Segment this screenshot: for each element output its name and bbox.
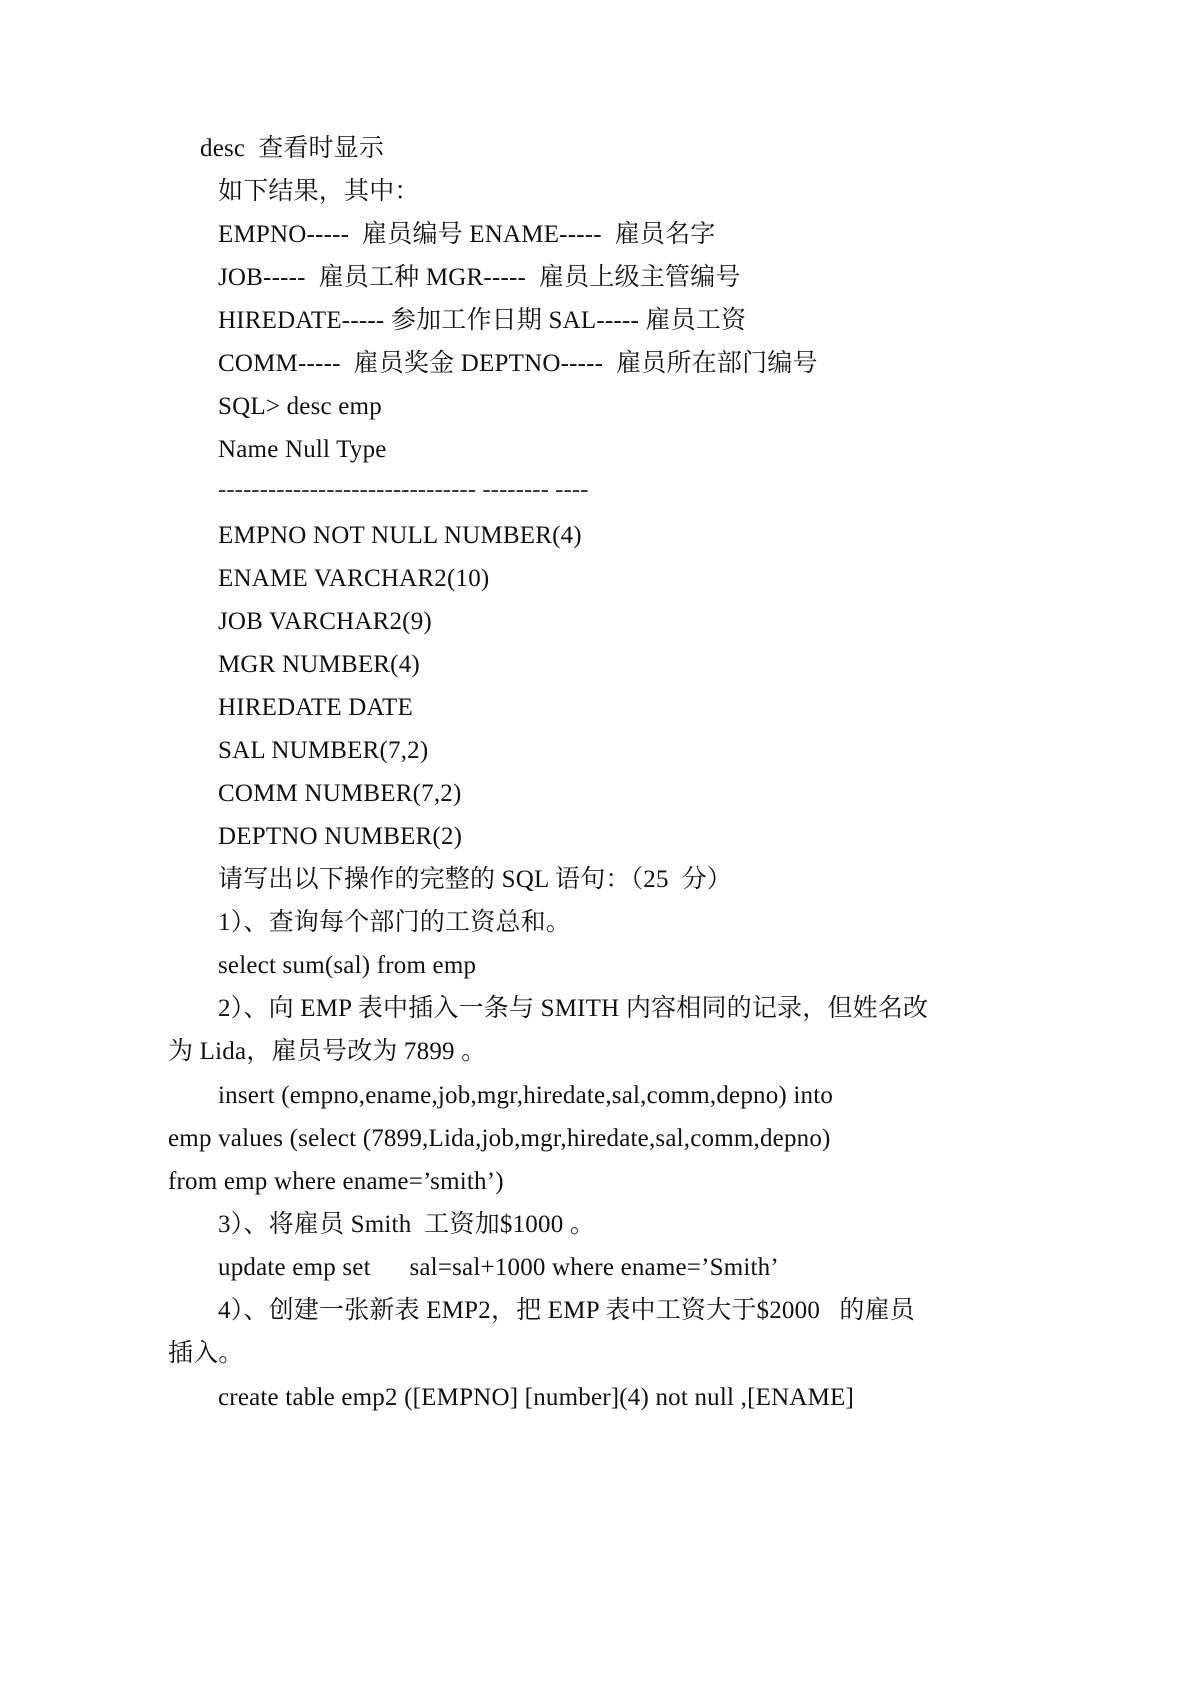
sql-answer: create table emp2 ([EMPNO] [number](4) not null ,[ENAME] xyxy=(218,1384,855,1411)
question-item-continued: 插入。 xyxy=(168,1340,244,1367)
text-line: COMM NUMBER(7,2) xyxy=(218,780,462,807)
sql-answer: insert (empno,ename,job,mgr,hiredate,sal,comm,depno) into xyxy=(218,1082,834,1109)
sql-answer-continued: emp values (select (7899,Lida,job,mgr,hiredate,sal,comm,depno) xyxy=(168,1125,831,1152)
question-item: 4）、创建一张新表 EMP2，把 EMP 表中工资大于$2000 的雇员 xyxy=(218,1297,915,1324)
text-line: MGR NUMBER(4) xyxy=(218,651,420,678)
text-line: EMPNO NOT NULL NUMBER(4) xyxy=(218,522,582,549)
question-heading: 请写出以下操作的完整的 SQL 语句：（25 分） xyxy=(218,866,733,893)
text-line: ENAME VARCHAR2(10) xyxy=(218,565,490,592)
text-line: EMPNO----- 雇员编号 ENAME----- 雇员名字 xyxy=(218,221,716,248)
text-line: HIREDATE----- 参加工作日期 SAL----- 雇员工资 xyxy=(218,307,747,334)
text-line: Name Null Type xyxy=(218,436,387,463)
text-line: HIREDATE DATE xyxy=(218,694,413,721)
sql-answer-continued: from emp where ename=’smith’) xyxy=(168,1168,504,1195)
text-line: COMM----- 雇员奖金 DEPTNO----- 雇员所在部门编号 xyxy=(218,350,818,377)
sql-answer: select sum(sal) from emp xyxy=(218,952,477,979)
sql-answer: update emp set sal=sal+1000 where ename=’Smith’ xyxy=(218,1254,779,1281)
question-item: 3）、将雇员 Smith 工资加$1000 。 xyxy=(218,1211,596,1238)
question-item: 1）、查询每个部门的工资总和。 xyxy=(218,909,572,936)
text-line: desc 查看时显示 xyxy=(200,135,385,162)
separator-line: ------------------------------- -------- ---- xyxy=(218,476,589,503)
text-line: 如下结果，其中： xyxy=(218,178,420,205)
text-line: SAL NUMBER(7,2) xyxy=(218,737,429,764)
text-line: DEPTNO NUMBER(2) xyxy=(218,823,463,850)
text-line: JOB----- 雇员工种 MGR----- 雇员上级主管编号 xyxy=(218,264,741,291)
question-item: 2）、向 EMP 表中插入一条与 SMITH 内容相同的记录，但姓名改 xyxy=(218,995,929,1022)
question-item-continued: 为 Lida，雇员号改为 7899 。 xyxy=(168,1038,487,1065)
text-line: SQL> desc emp xyxy=(218,393,382,420)
text-line: JOB VARCHAR2(9) xyxy=(218,608,432,635)
